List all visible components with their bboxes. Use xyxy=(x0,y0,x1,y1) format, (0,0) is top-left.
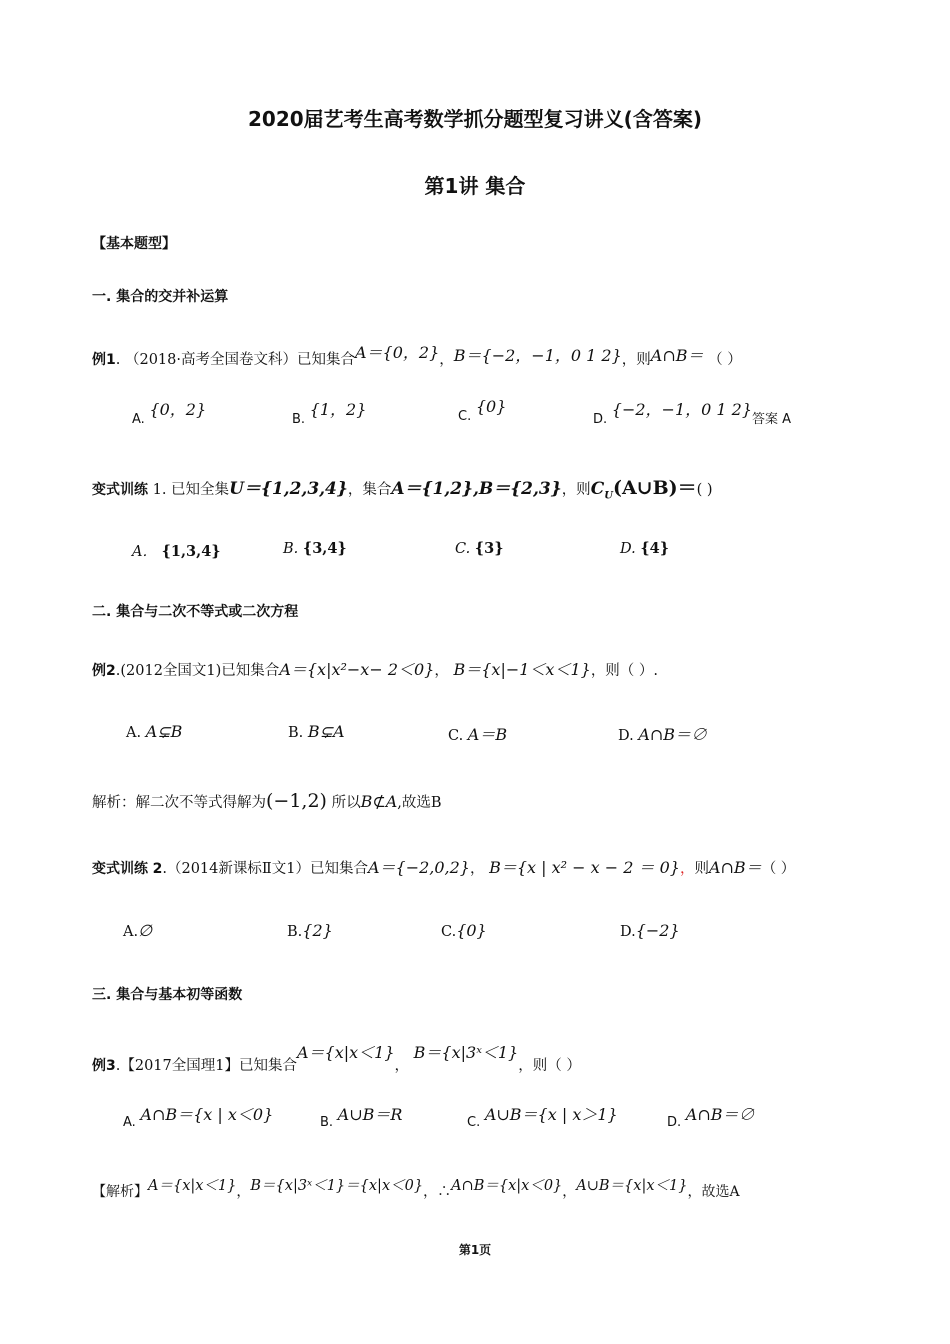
variant-1-number: 1 xyxy=(152,482,162,498)
solution-text: ，故选A xyxy=(687,1184,740,1200)
example-2-set-b: B＝{x|−1＜x＜1} xyxy=(453,660,591,679)
therefore-symbol: ∴ xyxy=(437,1184,452,1200)
example-2-comma: ， xyxy=(434,663,449,679)
solution-interval: (−1,2) xyxy=(266,790,327,812)
example-3 xyxy=(92,1043,581,1075)
option-value: A∩B＝∅ xyxy=(638,725,708,744)
section-3-heading: 三. 集合与基本初等函数 xyxy=(92,987,243,1003)
option-value: {0，2} xyxy=(149,400,207,419)
variant-2-option-a xyxy=(123,921,152,940)
option-letter: C. xyxy=(455,541,471,557)
solution-text: 所以 xyxy=(326,795,361,811)
solution-relation: B⊄A xyxy=(360,792,398,811)
variant-1-question: $C_U(A\cup B)=$ xyxy=(590,477,697,502)
option-value: A⊊B xyxy=(145,722,183,741)
example-2 xyxy=(92,657,658,680)
section-1-heading: 一. 集合的交并补运算 xyxy=(92,289,229,305)
variant-1-sets: A＝{1,2},B＝{2,3} xyxy=(391,479,562,499)
basic-types-heading: 【基本题型】 xyxy=(92,236,176,252)
example-3-label: 例3 xyxy=(92,1058,116,1074)
option-letter: A. xyxy=(123,924,139,940)
example-3-set-a: A＝{x|x＜1} xyxy=(297,1043,395,1062)
variant-1-option-b xyxy=(283,540,347,557)
example-2-intro: .(2012全国文1)已知集合 xyxy=(115,663,280,679)
option-value: {3,4} xyxy=(302,540,347,557)
option-letter: D. xyxy=(618,728,634,744)
example-1-intro: （2018·高考全国卷文科）已知集合 xyxy=(120,352,355,368)
example-2-solution xyxy=(92,790,442,812)
variant-2-paren: （ ） xyxy=(761,861,796,877)
option-value: {4} xyxy=(640,540,670,557)
variant-2-option-c xyxy=(441,921,487,940)
example-1-option-d xyxy=(593,400,792,428)
example-2-option-c xyxy=(448,722,507,745)
example-1 xyxy=(92,343,742,369)
option-letter: D. xyxy=(620,924,636,940)
option-letter: C. xyxy=(467,1115,481,1130)
variant-2-intro: .（2014新课标Ⅱ文1）已知集合 xyxy=(162,861,368,877)
option-letter: B. xyxy=(287,924,303,940)
option-value: {3} xyxy=(474,540,504,557)
variant-2-label: 变式训练 xyxy=(92,861,148,877)
variant-1-then: ，则 xyxy=(561,482,591,498)
option-value: A∩B＝∅ xyxy=(685,1105,755,1124)
example-2-option-d xyxy=(618,722,707,745)
example-3-then: ，则（ ） xyxy=(518,1058,581,1074)
option-value: {0} xyxy=(456,921,487,940)
option-value: {0} xyxy=(475,397,507,416)
example-1-option-c xyxy=(458,397,507,424)
option-letter: B. xyxy=(292,412,306,427)
page-number: 第1页 xyxy=(458,1243,492,1257)
example-1-then: ，则 xyxy=(621,352,651,368)
variant-2-comma: ， xyxy=(470,861,485,877)
option-value: A∪B＝R xyxy=(337,1105,403,1124)
variant-2-set-a: A＝{−2,0,2} xyxy=(367,858,470,877)
document-title: 2020届艺考生高考数学抓分题型复习讲义(含答案) xyxy=(248,107,702,131)
option-value: A＝B xyxy=(467,725,508,744)
variant-1-paren: ( ) xyxy=(696,482,713,498)
variant-2-red-comma: ， xyxy=(679,861,695,877)
option-letter: B. xyxy=(283,541,299,557)
example-3-option-a xyxy=(123,1105,274,1131)
option-letter: B. xyxy=(288,725,304,741)
solution-text: ,故选B xyxy=(397,795,442,811)
option-value: {−2，−1，0 1 2} xyxy=(611,400,753,419)
option-value: A∪B＝{x | x＞1} xyxy=(484,1105,618,1124)
solution-comma: ， xyxy=(236,1184,251,1200)
solution-union: A∪B＝{x|x＜1} xyxy=(576,1178,688,1194)
option-value: B⊊A xyxy=(307,722,345,741)
variant-1-option-a xyxy=(132,540,221,561)
example-3-option-d xyxy=(667,1105,755,1131)
variant-1-mid: ，集合 xyxy=(347,482,392,498)
option-letter: C. xyxy=(458,409,472,424)
example-1-label: 例1 xyxy=(92,352,116,368)
variant-2-option-b xyxy=(287,921,333,940)
option-letter: B. xyxy=(320,1115,334,1130)
option-value: A∩B＝{x | x＜0} xyxy=(140,1105,274,1124)
solution-set-b: B＝{x|3ˣ＜1}＝{x|x＜0} xyxy=(250,1178,424,1194)
variant-1-universal-set: U＝{1,2,3,4} xyxy=(229,479,348,499)
option-letter: A. xyxy=(126,725,142,741)
example-1-dot: . xyxy=(115,352,121,368)
solution-comma: ， xyxy=(423,1184,438,1200)
option-letter: D. xyxy=(620,541,636,557)
option-value: {1,3,4} xyxy=(161,543,221,560)
variant-1-option-c xyxy=(455,540,504,557)
example-3-intro: .【2017全国理1】已知集合 xyxy=(115,1058,297,1074)
section-2-heading: 二. 集合与二次不等式或二次方程 xyxy=(92,604,299,620)
example-1-comma: ， xyxy=(439,352,454,368)
variant-1 xyxy=(92,473,713,501)
example-1-answer: 答案 A xyxy=(752,412,792,427)
example-3-set-b: B＝{x|3ˣ＜1} xyxy=(413,1043,519,1062)
lecture-title: 第1讲 集合 xyxy=(424,174,526,198)
example-2-option-a xyxy=(126,722,182,741)
option-value: ∅ xyxy=(138,921,153,940)
solution-intersection: A∩B＝{x|x＜0} xyxy=(451,1178,563,1194)
solution-comma: ， xyxy=(562,1184,577,1200)
variant-2-number: 2 xyxy=(152,861,163,877)
example-2-then: ，则（ ）. xyxy=(590,663,659,679)
example-3-solution xyxy=(92,1180,740,1201)
option-letter: D. xyxy=(667,1115,682,1130)
solution-label: 【解析】 xyxy=(92,1184,148,1200)
option-value: {1，2} xyxy=(309,400,367,419)
variant-2 xyxy=(92,855,795,878)
example-3-option-c xyxy=(467,1105,618,1131)
solution-text: 解析：解二次不等式得解为 xyxy=(92,795,266,811)
option-value: {−2} xyxy=(635,921,680,940)
example-3-comma: ， xyxy=(394,1058,410,1074)
option-letter: C. xyxy=(448,728,464,744)
variant-1-option-d xyxy=(620,540,669,557)
example-1-question: A∩B＝ xyxy=(650,346,704,365)
variant-1-intro: . 已知全集 xyxy=(161,482,230,498)
variant-2-set-b: B＝{x | x² − x − 2 ＝ 0} xyxy=(489,858,680,877)
variant-1-label: 变式训练 xyxy=(92,482,148,498)
variant-2-question: A∩B＝ xyxy=(708,858,762,877)
option-letter: A. xyxy=(123,1115,136,1130)
example-1-option-b xyxy=(292,400,367,428)
example-1-paren: （ ） xyxy=(708,352,742,368)
example-1-option-a xyxy=(132,400,207,428)
variant-2-then: 则 xyxy=(694,861,709,877)
option-letter: A． xyxy=(132,544,157,560)
example-1-set-b: B＝{−2，−1，0 1 2} xyxy=(453,346,622,365)
example-2-set-a: A＝{x|x²−x− 2＜0} xyxy=(279,660,435,679)
example-1-set-a: A＝{0，2} xyxy=(354,343,440,362)
example-2-label: 例2 xyxy=(92,663,116,679)
solution-set-a: A＝{x|x＜1} xyxy=(148,1178,237,1194)
example-3-option-b xyxy=(320,1105,403,1131)
option-letter: A. xyxy=(132,412,145,427)
option-letter: C. xyxy=(441,924,457,940)
option-value: {2} xyxy=(302,921,333,940)
variant-2-option-d xyxy=(620,921,680,940)
option-letter: D. xyxy=(593,412,608,427)
example-2-option-b xyxy=(288,722,345,741)
